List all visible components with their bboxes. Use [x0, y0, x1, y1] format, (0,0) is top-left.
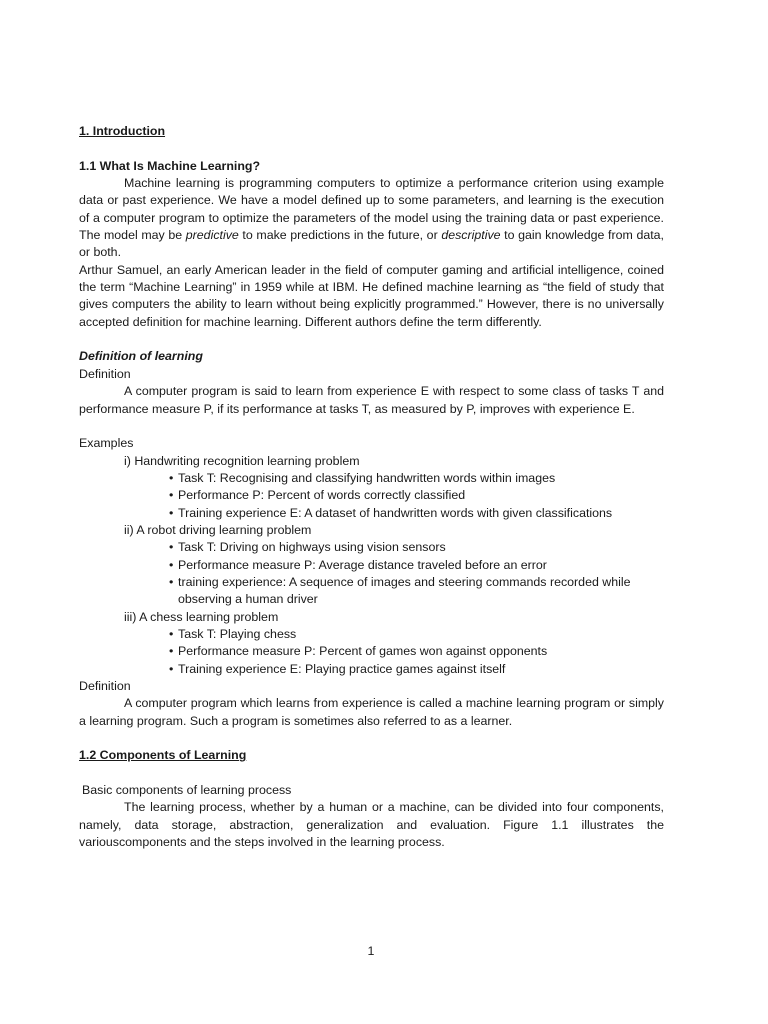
page-content — [79, 123, 664, 851]
example-bullet-list — [79, 626, 664, 678]
bullet-item: • Task T: Recognising and classifying handwritten words within images — [169, 470, 664, 487]
bullet-item: • Performance P: Percent of words correctly classified — [169, 487, 664, 504]
example-title: ii) A robot driving learning problem — [124, 522, 312, 537]
bullet-item: • Training experience E: Playing practice games against itself — [169, 661, 664, 678]
bullet-item: • Training experience E: A dataset of handwritten words with given classifications — [169, 505, 664, 522]
para1-text-start: Machine learning is programming computers to optimize a performance criterion using example data or past experience. We have a model defined up to some parameters, and learning is the execution of a computer program to optimize the parameters of the model using the training data or past experience. The model may be — [79, 176, 664, 243]
label-examples: Examples — [79, 436, 134, 451]
bullet-item: • training experience: A sequence of images and steering commands recorded while observing a human driver — [169, 574, 664, 609]
heading-what-is-ml: 1.1 What Is Machine Learning? — [79, 158, 261, 173]
term-descriptive: descriptive — [441, 228, 501, 243]
para1-text-middle: to make predictions in the future, or — [238, 228, 442, 243]
subheading-basic-components: Basic components of learning process — [82, 783, 292, 798]
bullet-item: • Task T: Playing chess — [169, 626, 664, 643]
example-title: i) Handwriting recognition learning problem — [124, 453, 360, 468]
paragraph-learner-definition: A computer program which learns from experience is called a machine learning program or simply a learning program. Such a program is sometimes also referred to as a learner. — [79, 696, 664, 728]
heading-definition-of-learning: Definition of learning — [79, 349, 203, 364]
term-predictive: predictive — [185, 228, 239, 243]
example-title: iii) A chess learning problem — [124, 609, 279, 624]
paragraph-arthur-samuel: Arthur Samuel, an early American leader in the field of computer gaming and artificial intelligence, coined the term “Machine Learning” in 1959 while at IBM. He defined machine learning as “the field of study that gives computers the ability to learn without being explicitly programmed.” However, there is no universally accepted definition for machine learning. Different authors define the term differently. — [79, 262, 664, 329]
paragraph-learning-definition: A computer program is said to learn from experience E with respect to some class of tasks T and performance measure P, if its performance at tasks T, as measured by P, improves with experience E. — [79, 384, 664, 416]
bullet-item: • Performance measure P: Percent of games won against opponents — [169, 643, 664, 660]
heading-components-of-learning: 1.2 Components of Learning — [79, 748, 247, 763]
example-bullet-list — [79, 470, 664, 522]
example-bullet-list — [79, 539, 664, 608]
page-number: 1 — [367, 944, 375, 958]
paragraph-ml-definition — [79, 175, 664, 262]
label-definition-2: Definition — [79, 679, 131, 693]
heading-introduction: 1. Introduction — [79, 124, 166, 138]
para1-text-end: to gain knowledge from data, or both. — [79, 228, 664, 260]
bullet-item: • Task T: Driving on highways using vision sensors — [169, 539, 664, 556]
paragraph-learning-process: The learning process, whether by a human or a machine, can be divided into four components, namely, data storage, abstraction, generalization and evaluation. Figure 1.1 illustrates the variouscomponents and the steps involved in the learning process. — [79, 800, 664, 850]
bullet-item: • Performance measure P: Average distance traveled before an error — [169, 557, 664, 574]
label-definition: Definition — [79, 366, 131, 381]
